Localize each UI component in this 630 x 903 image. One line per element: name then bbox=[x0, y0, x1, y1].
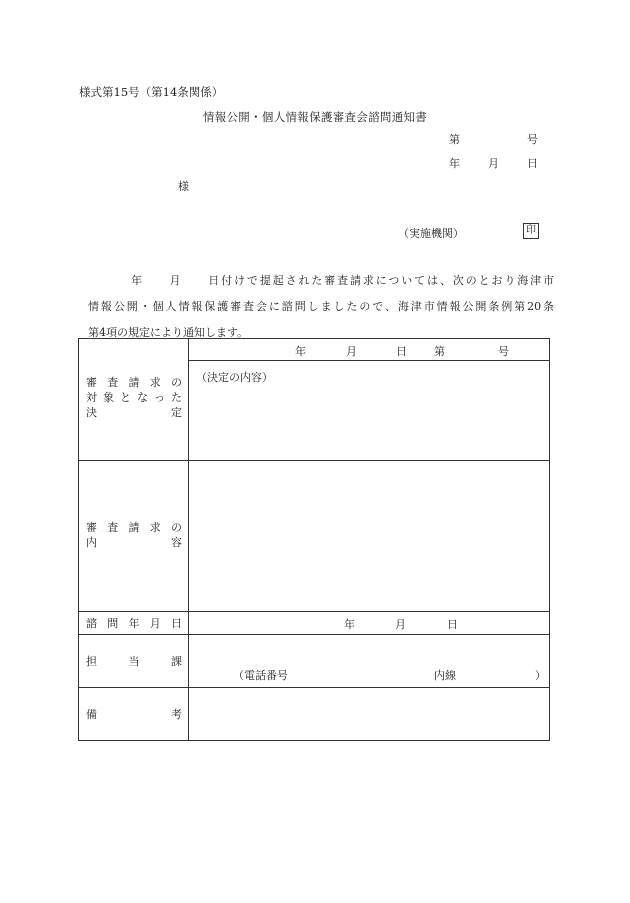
date-month: 月 bbox=[488, 157, 499, 170]
consult-date-label-cell bbox=[79, 612, 189, 635]
body-line-1: 年 月 日付けで提起された審査請求については、次のとおり海津市 bbox=[131, 274, 554, 287]
consult-date-row bbox=[79, 612, 550, 635]
department-label: 担 当 課 bbox=[86, 655, 182, 668]
consult-year: 年 bbox=[344, 618, 355, 631]
body-paragraph bbox=[88, 268, 554, 346]
decision-day: 日 bbox=[396, 345, 407, 358]
date-day: 日 bbox=[527, 157, 538, 170]
request-value-cell[interactable] bbox=[189, 461, 550, 612]
form-number: 様式第15号（第14条関係） bbox=[79, 85, 224, 99]
decision-label-cell bbox=[79, 339, 189, 461]
decision-year: 年 bbox=[295, 345, 306, 358]
remarks-label-cell bbox=[79, 688, 189, 741]
decision-label-line-3: 決 定 bbox=[86, 406, 182, 419]
consult-date-value-cell[interactable] bbox=[189, 612, 550, 635]
number-suffix: 号 bbox=[527, 133, 538, 146]
tel-label: （電話番号 bbox=[233, 669, 288, 682]
agency-label: （実施機関） bbox=[398, 227, 464, 240]
body-line-3: 第4項の規定により通知します。 bbox=[88, 326, 249, 339]
decision-label-line-2: 対 象 と な っ た bbox=[86, 391, 182, 404]
extension-label: 内線 bbox=[434, 669, 456, 682]
addressee-suffix: 様 bbox=[178, 180, 189, 193]
consult-day: 日 bbox=[447, 618, 458, 631]
request-label-line-1: 審 査 請 求 の bbox=[86, 521, 182, 534]
department-row bbox=[79, 635, 550, 688]
date-year: 年 bbox=[449, 157, 460, 170]
notice-table bbox=[78, 338, 550, 741]
decision-label-line-1: 審 査 請 求 の bbox=[86, 376, 182, 389]
decision-number-suffix: 号 bbox=[498, 345, 509, 358]
department-label-cell bbox=[79, 635, 189, 688]
request-label-cell bbox=[79, 461, 189, 612]
body-line-2: 情報公開・個人情報保護審査会に諮問しましたので、海津市情報公開条例第20条 bbox=[88, 300, 554, 313]
consult-month: 月 bbox=[395, 618, 406, 631]
tel-close-paren: ） bbox=[535, 669, 546, 682]
consult-date-label: 諮 問 年 月 日 bbox=[86, 617, 182, 630]
remarks-value-cell[interactable] bbox=[189, 688, 550, 741]
decision-date-number bbox=[189, 339, 549, 361]
seal-mark: 印 bbox=[523, 223, 539, 239]
decision-value-cell bbox=[189, 339, 550, 461]
decision-content-label: （決定の内容） bbox=[196, 371, 273, 384]
remarks-label: 備 考 bbox=[86, 708, 182, 721]
decision-row bbox=[79, 339, 550, 461]
department-value-cell[interactable] bbox=[189, 635, 550, 688]
document-title: 情報公開・個人情報保護審査会諮問通知書 bbox=[202, 110, 428, 124]
request-label-line-2: 内 容 bbox=[86, 536, 182, 549]
remarks-row bbox=[79, 688, 550, 741]
number-prefix: 第 bbox=[449, 133, 460, 146]
decision-month: 月 bbox=[346, 345, 357, 358]
request-content-row bbox=[79, 461, 550, 612]
decision-number-prefix: 第 bbox=[434, 345, 445, 358]
